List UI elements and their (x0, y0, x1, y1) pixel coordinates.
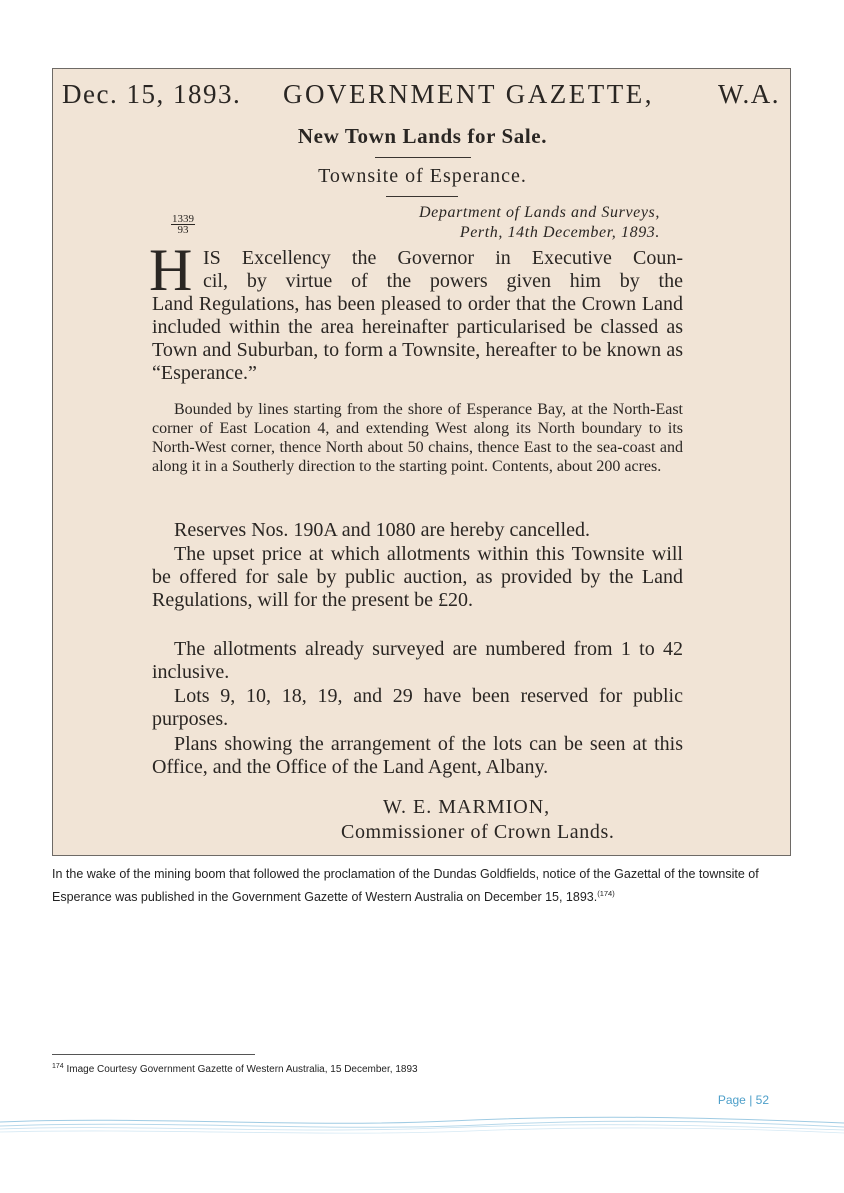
department-dateline (419, 203, 660, 243)
reference-denominator: 93 (177, 224, 189, 236)
intro-paragraph: Land Regulations, has been pleased to order that the Crown Land included within the area hereinafter particularised be classed as Town and Suburban, to form a Townsite, hereafter to be known as “Esperance.” (152, 293, 683, 384)
gazette-masthead: GOVERNMENT GAZETTE, (283, 79, 654, 109)
intro-line-2: cil, by virtue of the powers given him by the (203, 270, 683, 292)
wave-decoration (0, 1110, 844, 1140)
footnote-text: Image Courtesy Government Gazette of Western Australia, 15 December, 1893 (66, 1064, 418, 1075)
footnote-number: 174 (52, 1063, 64, 1070)
gazette-state: W.A. (717, 79, 780, 109)
page-number: Page | 52 (717, 1093, 769, 1107)
image-caption (52, 865, 797, 907)
plans-paragraph: Plans showing the arrangement of the lots can be seen at this Office, and the Office of the Land Agent, Albany. (152, 733, 683, 778)
notice-title: New Town Lands for Sale. (297, 124, 548, 148)
notice-subtitle: Townsite of Esperance. (318, 165, 527, 187)
reference-numerator: 1339 (172, 213, 194, 225)
department-name: Department of Lands and Surveys, (419, 204, 660, 221)
gazette-clipping (52, 68, 791, 856)
signatory-title: Commissioner of Crown Lands. (341, 821, 615, 843)
upset-price-paragraph: The upset price at which allotments within this Townsite will be offered for sale by public auction, as provided by the Land Regulations, will for the present be £20. (152, 543, 683, 611)
gazette-date: Dec. 15, 1893. (62, 79, 242, 109)
caption-footnote-ref: (174) (597, 889, 615, 898)
reference-number (171, 214, 195, 235)
intro-line-1: IS Excellency the Governor in Executive Coun- (203, 247, 683, 269)
title-rule (375, 157, 471, 158)
footnote-divider (52, 1054, 255, 1055)
signatory-name: W. E. MARMION, (383, 796, 551, 818)
allotments-paragraph: The allotments already surveyed are numbered from 1 to 42 inclusive. (152, 638, 683, 683)
department-date: Perth, 14th December, 1893. (459, 224, 660, 241)
subtitle-rule (386, 196, 458, 197)
reserves-paragraph: Reserves Nos. 190A and 1080 are hereby cancelled. (174, 519, 590, 541)
boundary-paragraph: Bounded by lines starting from the shore of Esperance Bay, at the North-East corner of East Location 4, and extending West along its North boundary to its North-West corner, thence North about 50 chains, thence East to the sea-coast and along it in a Southerly direction to the starting point. Contents, about 200 acres. (152, 401, 683, 475)
caption-text: In the wake of the mining boom that followed the proclamation of the Dundas Goldfields, notice of the Gazettal of the townsite of Esperance was published in the Government Gazette of Western Australia on December 15, 1893. (52, 867, 759, 904)
lots-paragraph: Lots 9, 10, 18, 19, and 29 have been reserved for public purposes. (152, 685, 683, 730)
drop-cap: H (149, 237, 193, 303)
footnote (52, 1063, 552, 1075)
